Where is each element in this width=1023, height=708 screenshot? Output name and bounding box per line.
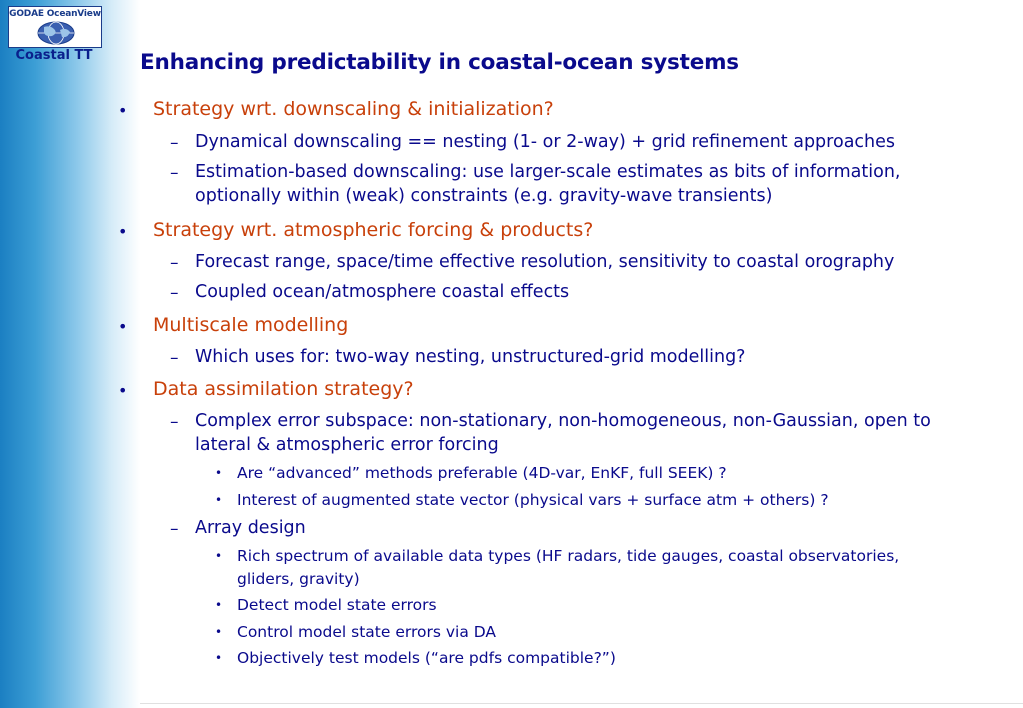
sub-item-text: lateral & atmospheric error forcing bbox=[195, 435, 499, 455]
bullet-item-data-assimilation: Data assimilation strategy? bbox=[153, 378, 414, 400]
slide-title: Enhancing predictability in coastal-ocean systems bbox=[140, 50, 739, 75]
sub-sub-item-text: Control model state errors via DA bbox=[237, 623, 497, 641]
dash-marker: – bbox=[170, 412, 179, 432]
sub-bullet-marker: • bbox=[215, 549, 223, 563]
sub-bullet-marker: • bbox=[215, 651, 223, 665]
sub-item-text: Coupled ocean/atmosphere coastal effects bbox=[195, 282, 570, 302]
bullet-item-multiscale: Multiscale modelling bbox=[153, 314, 349, 336]
bullet-marker: • bbox=[118, 317, 128, 336]
dash-marker: – bbox=[170, 253, 179, 273]
sub-sub-item-text: gliders, gravity) bbox=[237, 570, 360, 588]
sub-sub-item-text: Interest of augmented state vector (physical vars + surface atm + others) ? bbox=[237, 491, 829, 509]
sub-bullet-marker: • bbox=[215, 625, 223, 639]
sub-sub-item-text: Objectively test models (“are pdfs compatible?”) bbox=[237, 649, 616, 667]
dash-marker: – bbox=[170, 133, 179, 153]
bullet-item-downscaling: Strategy wrt. downscaling & initialization? bbox=[153, 98, 554, 120]
logo-org-text: GODAE OceanView bbox=[9, 9, 101, 19]
bullet-marker: • bbox=[118, 222, 128, 241]
sub-item-text: Forecast range, space/time effective resolution, sensitivity to coastal orography bbox=[195, 252, 895, 272]
dash-marker: – bbox=[170, 163, 179, 183]
sub-bullet-marker: • bbox=[215, 493, 223, 507]
sub-item-text: Which uses for: two-way nesting, unstructured-grid modelling? bbox=[195, 347, 746, 367]
bullet-marker: • bbox=[118, 101, 128, 120]
sub-item-text: optionally within (weak) constraints (e.g. gravity-wave transients) bbox=[195, 186, 773, 206]
bullet-item-atmospheric: Strategy wrt. atmospheric forcing & products? bbox=[153, 219, 594, 241]
dash-marker: – bbox=[170, 348, 179, 368]
sub-item-text: Array design bbox=[195, 518, 306, 538]
team-label: Coastal TT bbox=[15, 48, 93, 63]
sub-item-text: Complex error subspace: non-stationary, non-homogeneous, non-Gaussian, open to bbox=[195, 411, 931, 431]
sub-bullet-marker: • bbox=[215, 598, 223, 612]
dash-marker: – bbox=[170, 519, 179, 539]
bottom-divider bbox=[140, 703, 1023, 704]
dash-marker: – bbox=[170, 283, 179, 303]
sub-sub-item-text: Detect model state errors bbox=[237, 596, 437, 614]
sub-sub-item-text: Rich spectrum of available data types (HF radars, tide gauges, coastal observatories, bbox=[237, 547, 900, 565]
sub-item-text: Dynamical downscaling == nesting (1- or 2-way) + grid refinement approaches bbox=[195, 132, 896, 152]
bullet-marker: • bbox=[118, 381, 128, 400]
sub-item-text: Estimation-based downscaling: use larger-scale estimates as bits of information, bbox=[195, 162, 901, 182]
sub-sub-item-text: Are “advanced” methods preferable (4D-var, EnKF, full SEEK) ? bbox=[237, 464, 727, 482]
sub-bullet-marker: • bbox=[215, 466, 223, 480]
